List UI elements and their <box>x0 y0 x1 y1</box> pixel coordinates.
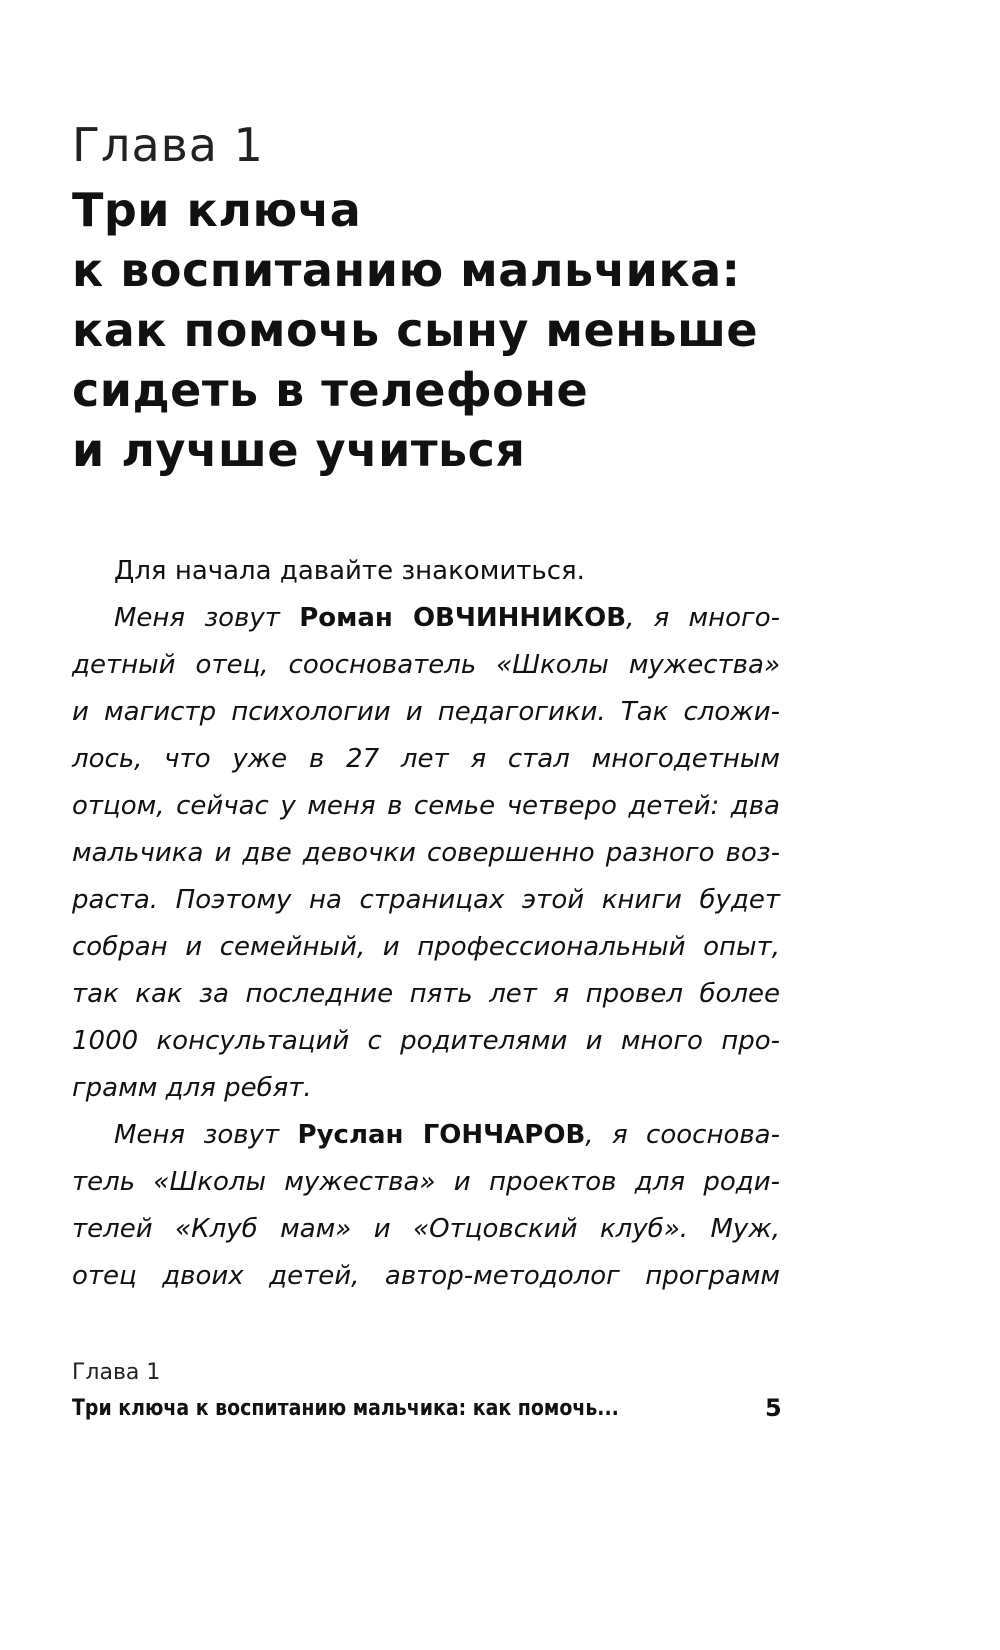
chapter-label: Глава 1 <box>72 118 264 172</box>
chapter-title <box>72 180 772 480</box>
text-segment: мальчика и две девочки совершенно разного воз- <box>72 838 780 868</box>
text-segment: тель «Школы мужества» и проектов для роди- <box>72 1167 780 1197</box>
text-line <box>72 1159 780 1206</box>
text-segment: Меня зовут <box>114 1120 298 1150</box>
chapter-title-line: Три ключа <box>72 183 362 237</box>
text-segment: детный отец, сооснователь «Школы мужества» <box>72 650 780 680</box>
text-segment: лось, что уже в 27 лет я стал многодетным <box>72 744 780 774</box>
chapter-title-line: и лучше учиться <box>72 423 526 477</box>
text-line <box>72 1253 780 1300</box>
text-segment: 1000 консультаций с родителями и много про- <box>72 1026 780 1056</box>
text-line <box>72 689 780 736</box>
text-segment: собран и семейный, и профессиональный опыт, <box>72 932 780 962</box>
text-line <box>72 1065 780 1112</box>
text-line <box>72 783 780 830</box>
text-segment: отец двоих детей, автор-методолог программ <box>72 1261 780 1291</box>
text-segment: так как за последние пять лет я провел более <box>72 979 780 1009</box>
text-line <box>72 1206 780 1253</box>
chapter-title-line: сидеть в телефоне <box>72 363 589 417</box>
running-title: Три ключа к воспитанию мальчика: как помочь... <box>72 1396 619 1421</box>
author-name: Роман ОВЧИННИКОВ <box>299 603 627 633</box>
text-line <box>72 971 780 1018</box>
text-segment: телей «Клуб мам» и «Отцовский клуб». Муж, <box>72 1214 780 1244</box>
author-name: Руслан ГОНЧАРОВ <box>297 1120 586 1150</box>
text-line <box>72 548 780 595</box>
body-text <box>72 548 780 1300</box>
footer-chapter: Глава 1 <box>72 1360 161 1385</box>
text-line <box>72 736 780 783</box>
text-segment: и магистр психологии и педагогики. Так сложи- <box>72 697 780 727</box>
text-segment: , я много- <box>626 603 781 633</box>
text-segment: Для начала давайте знакомиться. <box>114 556 585 586</box>
text-line <box>72 877 780 924</box>
page-number: 5 <box>765 1394 782 1422</box>
text-segment: грамм для ребят. <box>72 1073 312 1103</box>
text-line <box>72 924 780 971</box>
text-segment: Меня зовут <box>114 603 300 633</box>
text-line <box>72 595 780 642</box>
chapter-title-line: как помочь сыну меньше <box>72 303 759 357</box>
text-segment: отцом, сейчас у меня в семье четверо детей: два <box>72 791 780 821</box>
text-line <box>72 642 780 689</box>
chapter-title-line: к воспитанию мальчика: <box>72 243 741 297</box>
text-line <box>72 1112 780 1159</box>
text-line <box>72 1018 780 1065</box>
text-line <box>72 830 780 877</box>
text-segment: , я сооснова- <box>585 1120 780 1150</box>
text-segment: раста. Поэтому на страницах этой книги будет <box>72 885 780 915</box>
